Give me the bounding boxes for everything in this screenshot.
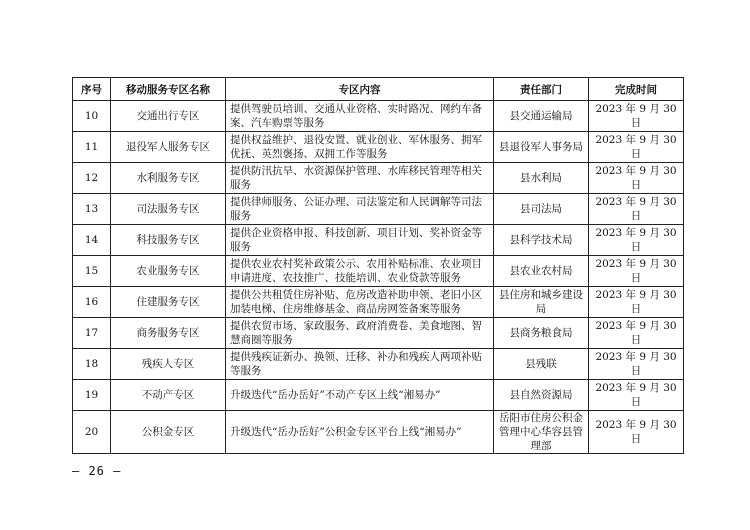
cell-no: 12 [73, 163, 111, 194]
cell-zone-name: 水利服务专区 [111, 163, 226, 194]
header-completion-date: 完成时间 [589, 78, 684, 101]
table-header-row [73, 78, 684, 101]
cell-no: 13 [73, 194, 111, 225]
cell-department: 县自然资源局 [494, 380, 589, 411]
cell-no: 20 [73, 411, 111, 454]
cell-department: 县农业农村局 [494, 256, 589, 287]
cell-no: 11 [73, 132, 111, 163]
cell-zone-content: 升级迭代“岳办岳好”公积金专区平台上线“湘易办” [226, 411, 494, 454]
cell-no: 18 [73, 349, 111, 380]
table-row [73, 256, 684, 287]
service-zone-table [72, 77, 684, 454]
table-row [73, 194, 684, 225]
cell-department: 县退役军人事务局 [494, 132, 589, 163]
cell-completion-date: 2023 年 9 月 30 日 [589, 318, 684, 349]
header-no: 序号 [73, 78, 111, 101]
cell-no: 14 [73, 225, 111, 256]
cell-zone-content: 提供公共租赁住房补贴、危房改造补助申领、老旧小区加装电梯、住房维修基金、商品房网签备案等服务 [226, 287, 494, 318]
cell-no: 19 [73, 380, 111, 411]
cell-zone-content: 提供驾驶员培训、交通从业资格、实时路况、网约车备案、汽车购票等服务 [226, 101, 494, 132]
cell-department: 岳阳市住房公积金管理中心华容县管理部 [494, 411, 589, 454]
cell-completion-date: 2023 年 9 月 30 日 [589, 349, 684, 380]
cell-completion-date: 2023 年 9 月 30 日 [589, 132, 684, 163]
cell-completion-date: 2023 年 9 月 30 日 [589, 225, 684, 256]
table-row [73, 225, 684, 256]
header-zone-content: 专区内容 [226, 78, 494, 101]
cell-zone-content: 提供企业资格申报、科技创新、项目计划、奖补资金等服务 [226, 225, 494, 256]
table-row [73, 380, 684, 411]
cell-no: 17 [73, 318, 111, 349]
table-body [73, 101, 684, 454]
table-row [73, 101, 684, 132]
cell-zone-content: 提供权益维护、退役安置、就业创业、军休服务、拥军优抚、英烈褒扬、双拥工作等服务 [226, 132, 494, 163]
cell-department: 县科学技术局 [494, 225, 589, 256]
cell-no: 15 [73, 256, 111, 287]
cell-completion-date: 2023 年 9 月 30 日 [589, 256, 684, 287]
page-number: – 26 – [72, 464, 122, 478]
cell-completion-date: 2023 年 9 月 30 日 [589, 194, 684, 225]
cell-completion-date: 2023 年 9 月 30 日 [589, 287, 684, 318]
cell-zone-name: 残疾人专区 [111, 349, 226, 380]
cell-zone-name: 不动产专区 [111, 380, 226, 411]
table-row [73, 411, 684, 454]
header-zone-name: 移动服务专区名称 [111, 78, 226, 101]
table-row [73, 287, 684, 318]
cell-zone-content: 提供农贸市场、家政服务、政府消费卷、美食地图、智慧商圈等服务 [226, 318, 494, 349]
table-row [73, 132, 684, 163]
cell-no: 10 [73, 101, 111, 132]
cell-zone-name: 交通出行专区 [111, 101, 226, 132]
table-row [73, 318, 684, 349]
cell-department: 县司法局 [494, 194, 589, 225]
cell-zone-content: 提供残疾证新办、换领、迁移、补办和残疾人两项补贴等服务 [226, 349, 494, 380]
cell-zone-name: 公积金专区 [111, 411, 226, 454]
cell-no: 16 [73, 287, 111, 318]
cell-zone-content: 提供律师服务、公证办理、司法鉴定和人民调解等司法服务 [226, 194, 494, 225]
cell-department: 县商务粮食局 [494, 318, 589, 349]
cell-zone-content: 提供防汛抗旱、水资源保护管理、水库移民管理等相关服务 [226, 163, 494, 194]
cell-zone-content: 提供农业农村奖补政策公示、农用补贴标准、农业项目申请进度、农技推广、技能培训、农业贷款等服务 [226, 256, 494, 287]
cell-completion-date: 2023 年 9 月 30 日 [589, 101, 684, 132]
cell-completion-date: 2023 年 9 月 30 日 [589, 380, 684, 411]
cell-completion-date: 2023 年 9 月 30 日 [589, 411, 684, 454]
cell-department: 县残联 [494, 349, 589, 380]
cell-department: 县交通运输局 [494, 101, 589, 132]
cell-department: 县住房和城乡建设局 [494, 287, 589, 318]
cell-zone-name: 农业服务专区 [111, 256, 226, 287]
cell-department: 县水利局 [494, 163, 589, 194]
cell-zone-name: 商务服务专区 [111, 318, 226, 349]
cell-completion-date: 2023 年 9 月 30 日 [589, 163, 684, 194]
cell-zone-name: 科技服务专区 [111, 225, 226, 256]
cell-zone-name: 住建服务专区 [111, 287, 226, 318]
header-department: 责任部门 [494, 78, 589, 101]
cell-zone-name: 司法服务专区 [111, 194, 226, 225]
cell-zone-name: 退役军人服务专区 [111, 132, 226, 163]
table-row [73, 163, 684, 194]
cell-zone-content: 升级迭代“岳办岳好”不动产专区上线“湘易办” [226, 380, 494, 411]
table-row [73, 349, 684, 380]
